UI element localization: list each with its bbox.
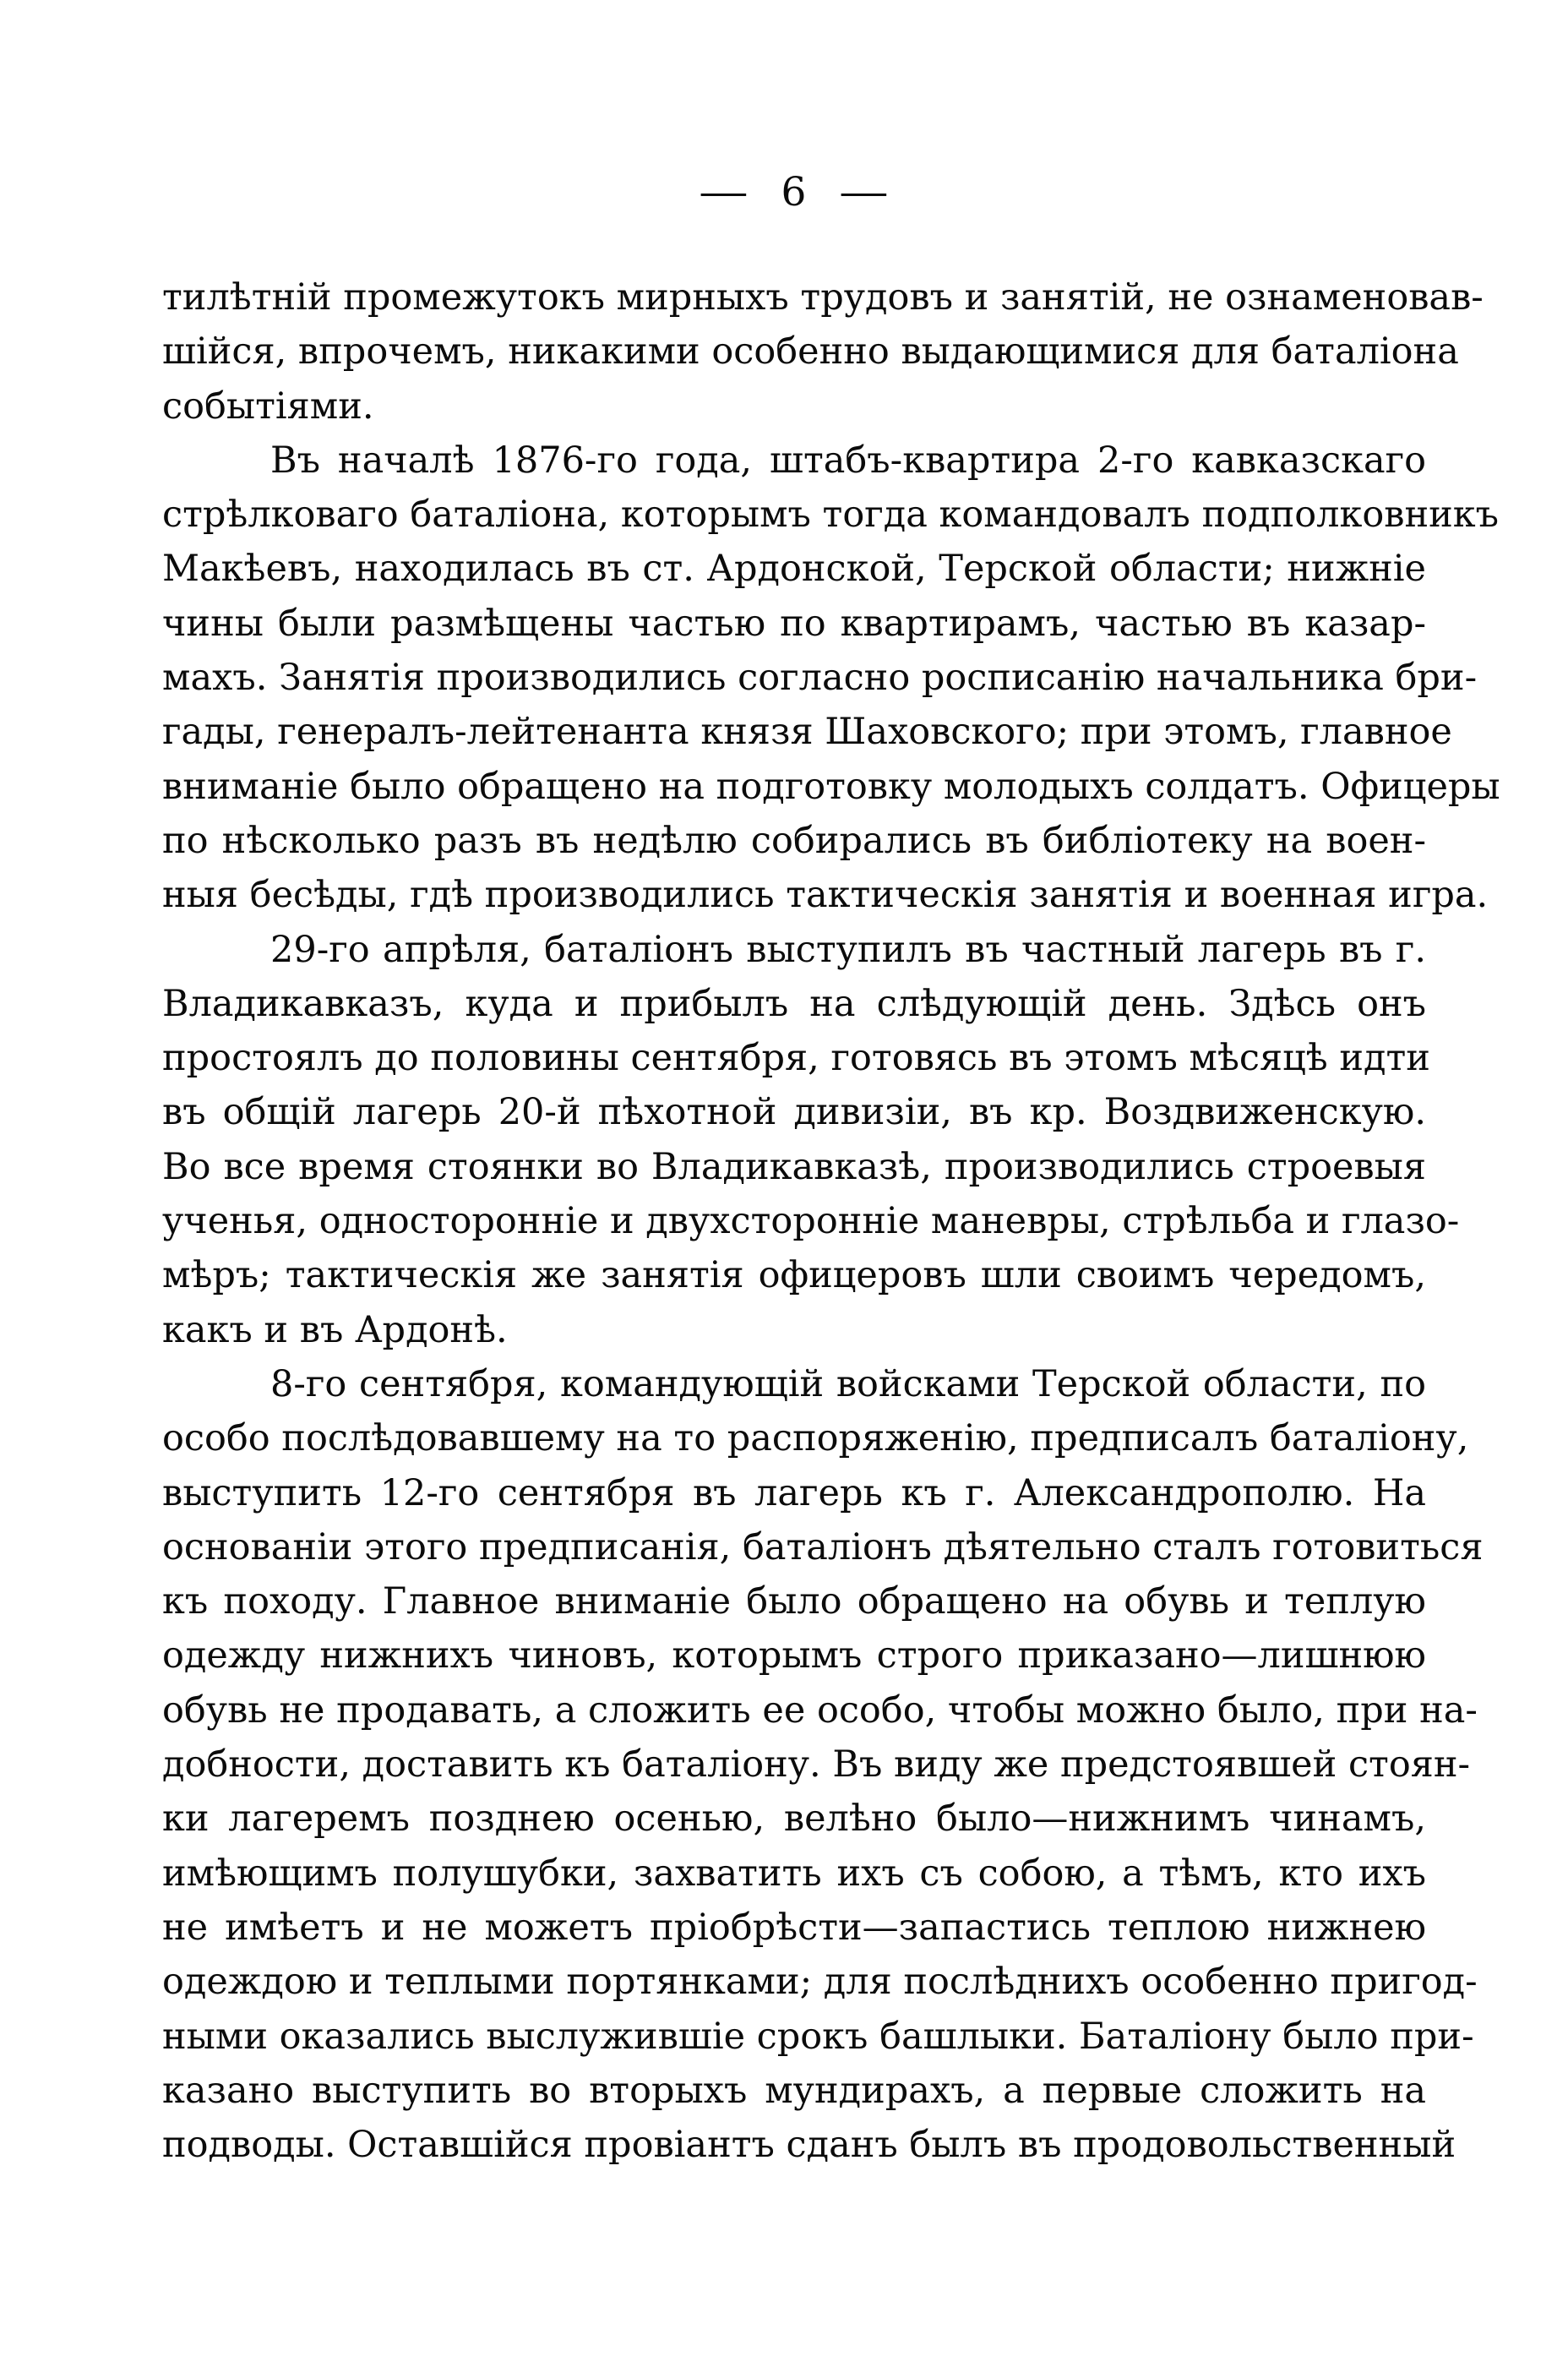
text-line: стрѣлковаго баталіона, которымъ тогда командовалъ подполковникъ bbox=[162, 494, 1499, 537]
text-line: ученья, односторонніе и двухсторонніе маневры, стрѣльба и глазо- bbox=[162, 1200, 1460, 1243]
text-line: особо послѣдовавшему на то распоряженію, предписалъ баталіону, bbox=[162, 1417, 1469, 1460]
text-line: казано выступить во вторыхъ мундирахъ, а первые сложить на bbox=[162, 2069, 1426, 2112]
text-line: шійся, впрочемъ, никакими особенно выдающимися для баталіона bbox=[162, 330, 1459, 374]
text-line: не имѣетъ и не можетъ пріобрѣсти—запастись теплою нижнею bbox=[162, 1906, 1426, 1949]
text-line: махъ. Занятія производились согласно росписанію начальника бри- bbox=[162, 657, 1478, 700]
page-header bbox=[162, 167, 1426, 218]
paragraph bbox=[162, 923, 1460, 1357]
text-line: подводы. Оставшійся провіантъ сданъ былъ въ продовольственный bbox=[162, 2124, 1456, 2167]
text-line: имѣющимъ полушубки, захватить ихъ съ собою, а тѣмъ, кто ихъ bbox=[162, 1852, 1426, 1895]
text-line: ныя бесѣды, гдѣ производились тактическія занятія и военная игра. bbox=[162, 874, 1489, 917]
text-line: какъ и въ Ардонѣ. bbox=[162, 1308, 508, 1351]
text-line: къ походу. Главное вниманіе было обращено на обувь и теплую bbox=[162, 1580, 1426, 1623]
paragraph bbox=[162, 270, 1484, 434]
text-line: ки лагеремъ позднею осенью, велѣно было—нижнимъ чинамъ, bbox=[162, 1797, 1426, 1841]
text-line: Владикавказъ, куда и прибылъ на слѣдующій день. Здѣсь онъ bbox=[162, 982, 1426, 1025]
text-line: Макѣевъ, находилась въ ст. Ардонской, Терской области; нижніе bbox=[162, 548, 1426, 591]
text-line: выступить 12-го сентября въ лагерь къ г. Александрополю. На bbox=[162, 1471, 1426, 1514]
text-line: вниманіе было обращено на подготовку молодыхъ солдатъ. Офицеры bbox=[162, 765, 1500, 808]
text-line: чины были размѣщены частью по квартирамъ, частью въ казар- bbox=[162, 602, 1426, 645]
page-text bbox=[162, 270, 1500, 2172]
text-line: одежду нижнихъ чиновъ, которымъ строго приказано—лишнюю bbox=[162, 1634, 1426, 1677]
text-line: 29-го апрѣля, баталіонъ выступилъ въ частный лагерь въ г. bbox=[270, 928, 1426, 971]
text-line: Въ началѣ 1876-го года, штабъ-квартира 2-го кавказскаго bbox=[270, 439, 1426, 482]
text-line: по нѣсколько разъ въ недѣлю собирались въ библіотеку на воен- bbox=[162, 819, 1426, 862]
page-number: 6 bbox=[781, 169, 808, 215]
paragraph bbox=[162, 1357, 1484, 2172]
text-line: гады, генералъ-лейтенанта князя Шаховского; при этомъ, главное bbox=[162, 711, 1452, 754]
header-right-dash: — bbox=[839, 169, 890, 215]
text-line: одеждою и теплыми портянками; для послѣднихъ особенно пригод- bbox=[162, 1961, 1478, 2004]
text-line: мѣръ; тактическія же занятія офицеровъ шли своимъ чередомъ, bbox=[162, 1254, 1426, 1297]
text-line: основаніи этого предписанія, баталіонъ дѣятельно сталъ готовиться bbox=[162, 1525, 1484, 1568]
text-line: тилѣтній промежутокъ мирныхъ трудовъ и занятій, не ознаменовав- bbox=[162, 276, 1484, 319]
text-line: Во все время стоянки во Владикавказѣ, производились строевыя bbox=[162, 1145, 1426, 1188]
text-line: 8-го сентября, командующій войсками Терской области, по bbox=[270, 1362, 1426, 1405]
text-line: въ общій лагерь 20-й пѣхотной дивизіи, въ кр. Воздвиженскую. bbox=[162, 1091, 1426, 1134]
paragraph bbox=[162, 434, 1500, 923]
text-line: добности, доставить къ баталіону. Въ виду же предстоявшей стоян- bbox=[162, 1743, 1471, 1787]
text-line: обувь не продавать, а сложить ее особо, чтобы можно было, при на- bbox=[162, 1688, 1478, 1732]
header-left-dash: — bbox=[698, 169, 749, 215]
text-line: простоялъ до половины сентября, готовясь въ этомъ мѣсяцѣ идти bbox=[162, 1037, 1430, 1080]
text-line: ными оказались выслужившіе срокъ башлыки. Баталіону было при- bbox=[162, 2015, 1474, 2058]
text-line: событіями. bbox=[162, 385, 374, 428]
